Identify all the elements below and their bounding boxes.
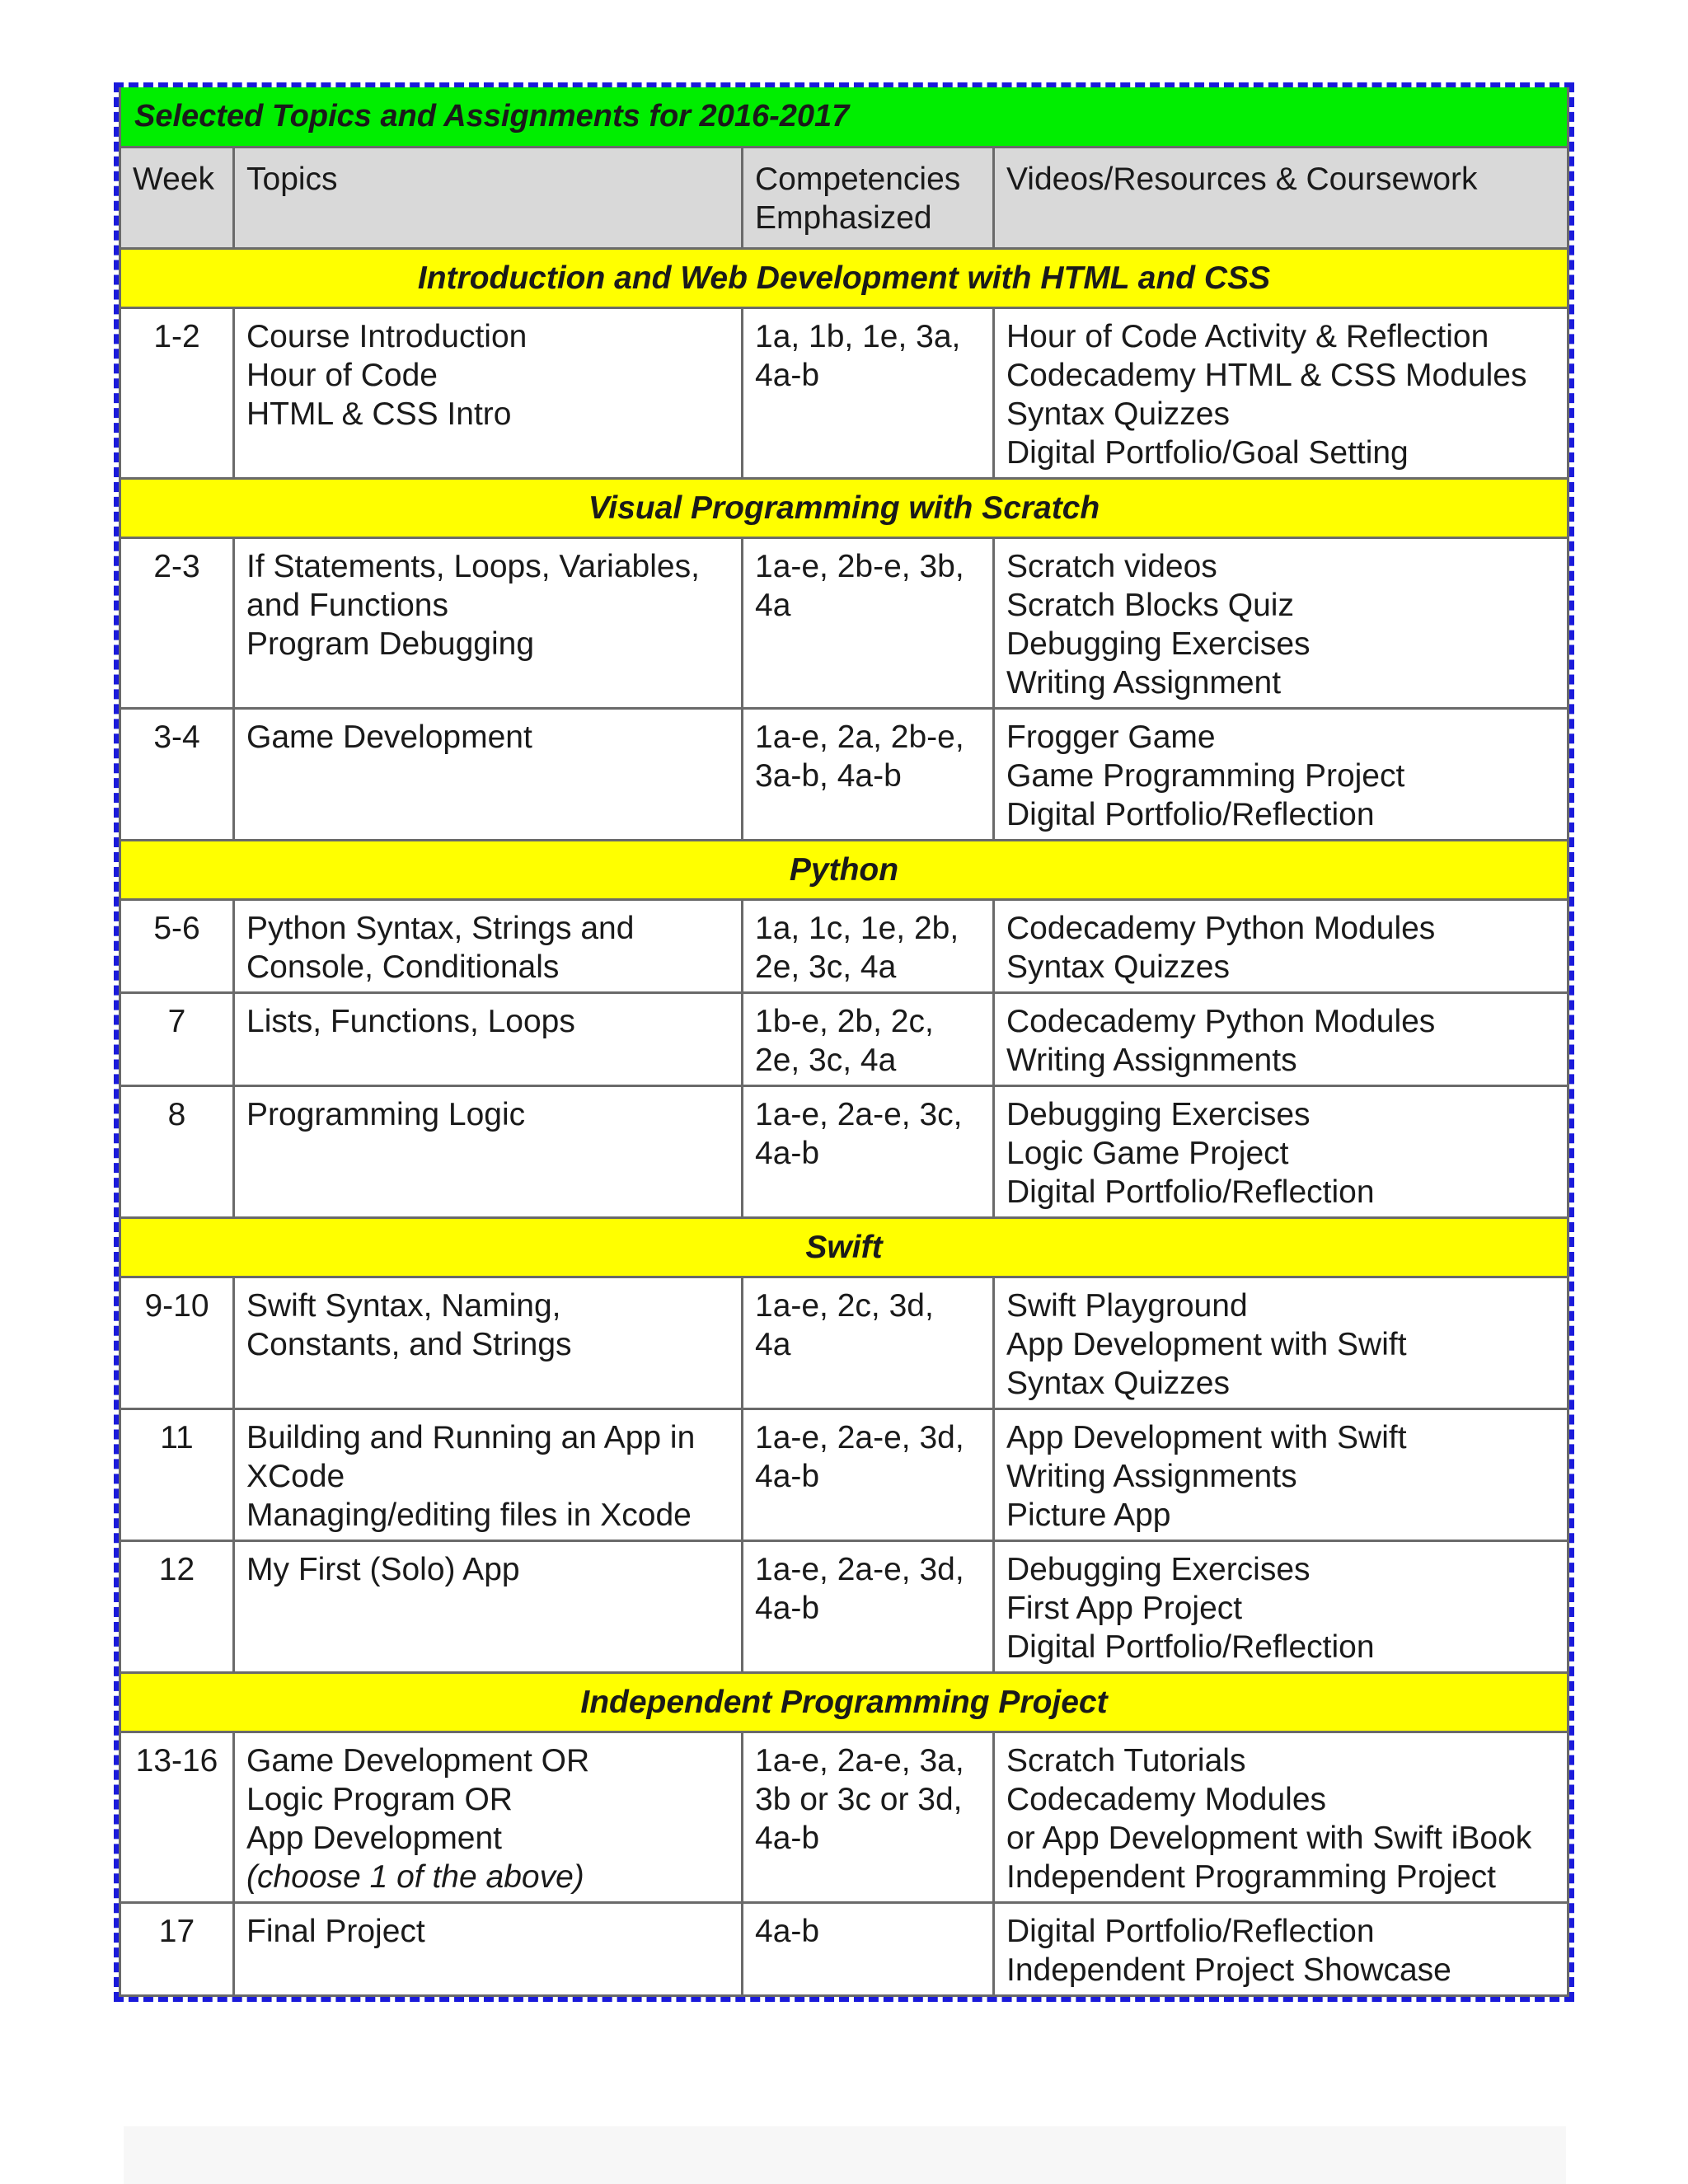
topics-cell [234,1903,743,1996]
topics-cell-line: Game Development [246,719,532,755]
resources-cell-line: Scratch Tutorials [1006,1743,1246,1779]
header-competencies [743,148,994,249]
table-row [120,1086,1568,1218]
header-competencies-line: Competencies [755,162,961,197]
week-cell: 17 [120,1903,234,1996]
resources-cell-line: Codecademy Modules [1006,1782,1327,1817]
topics-cell [234,1541,743,1673]
competencies-cell-line: 1a-e, 2a-e, 3a, [755,1743,964,1779]
section-header-row [120,1673,1568,1732]
resources-cell-line: Writing Assignments [1006,1043,1297,1078]
competencies-cell-line: 2e, 3c, 4a [755,949,897,985]
table-row [120,1732,1568,1903]
resources-cell-line: Picture App [1006,1497,1171,1533]
topics-cell-line: Lists, Functions, Loops [246,1004,575,1039]
competencies-cell-line: 1a-e, 2a-e, 3d, [755,1420,964,1455]
section-heading: Python [120,841,1568,900]
resources-cell [994,308,1568,479]
header-week: Week [120,148,234,249]
competencies-cell-line: 1a-e, 2a-e, 3d, [755,1552,964,1587]
table-row [120,993,1568,1086]
competencies-cell-line: 4a-b [755,1459,820,1494]
resources-cell-line: Digital Portfolio/Goal Setting [1006,435,1409,471]
topics-cell [234,709,743,841]
table-row [120,308,1568,479]
competencies-cell-line: 1a-e, 2a, 2b-e, [755,719,964,755]
resources-cell-line: Scratch Blocks Quiz [1006,588,1294,623]
week-cell: 5-6 [120,900,234,993]
competencies-cell-line: 3a-b, 4a-b [755,758,902,794]
resources-cell-line: Writing Assignments [1006,1459,1297,1494]
resources-cell-line: Logic Game Project [1006,1136,1289,1171]
topics-cell-line: Hour of Code [246,358,438,393]
competencies-cell-line: 2e, 3c, 4a [755,1043,897,1078]
competencies-cell-line: 4a-b [755,1136,820,1171]
resources-cell-line: Debugging Exercises [1006,1097,1311,1132]
topics-note: (choose 1 of the above) [246,1859,584,1895]
resources-cell-line: Syntax Quizzes [1006,949,1230,985]
topics-cell [234,1086,743,1218]
resources-cell-line: Frogger Game [1006,719,1216,755]
competencies-cell [743,900,994,993]
table-title: Selected Topics and Assignments for 2016-2017 [120,87,1568,148]
resources-cell [994,538,1568,709]
competencies-cell [743,1903,994,1996]
competencies-cell [743,308,994,479]
resources-cell-line: Writing Assignment [1006,665,1282,701]
topics-cell [234,538,743,709]
resources-cell-line: Hour of Code Activity & Reflection [1006,319,1489,354]
competencies-cell [743,1541,994,1673]
topics-cell-line: Course Introduction [246,319,528,354]
competencies-cell [743,538,994,709]
competencies-cell-line: 1a, 1b, 1e, 3a, [755,319,961,354]
week-cell: 9-10 [120,1277,234,1409]
resources-cell-line: Independent Project Showcase [1006,1952,1451,1988]
competencies-cell-line: 1b-e, 2b, 2c, [755,1004,934,1039]
topics-cell-line: Final Project [246,1914,425,1949]
resources-cell-line: Codecademy HTML & CSS Modules [1006,358,1527,393]
topics-cell [234,308,743,479]
resources-cell [994,900,1568,993]
week-cell: 13-16 [120,1732,234,1903]
competencies-cell-line: 1a, 1c, 1e, 2b, [755,911,959,946]
competencies-cell [743,993,994,1086]
week-cell: 2-3 [120,538,234,709]
page-bottom-shade [124,2126,1566,2184]
resources-cell-line: Independent Programming Project [1006,1859,1497,1895]
competencies-cell-line: 3b or 3c or 3d, [755,1782,963,1817]
week-cell: 7 [120,993,234,1086]
topics-cell-line: My First (Solo) App [246,1552,520,1587]
resources-cell-line: Game Programming Project [1006,758,1405,794]
table-title-row [120,87,1568,148]
resources-cell [994,709,1568,841]
resources-cell-line: Digital Portfolio/Reflection [1006,797,1375,832]
resources-cell-line: Swift Playground [1006,1288,1248,1324]
competencies-cell [743,709,994,841]
section-header-row [120,479,1568,538]
topics-cell-line: Program Debugging [246,626,535,662]
resources-cell-line: Debugging Exercises [1006,626,1311,662]
table-row [120,1409,1568,1541]
topics-cell-line: Swift Syntax, Naming, [246,1288,561,1324]
topics-cell [234,1409,743,1541]
table-header-row [120,148,1568,249]
section-header-row [120,1218,1568,1277]
topics-cell-line: Game Development OR [246,1743,590,1779]
header-competencies-line: Emphasized [755,200,932,236]
course-schedule-table [119,87,1569,1997]
resources-cell [994,1409,1568,1541]
competencies-cell [743,1732,994,1903]
resources-cell [994,993,1568,1086]
topics-cell-line: and Functions [246,588,448,623]
week-cell: 12 [120,1541,234,1673]
section-heading: Introduction and Web Development with HTML and CSS [120,249,1568,308]
section-heading: Visual Programming with Scratch [120,479,1568,538]
table-row [120,709,1568,841]
topics-cell [234,1732,743,1903]
topics-cell-line: Console, Conditionals [246,949,560,985]
topics-cell-line: XCode [246,1459,345,1494]
competencies-cell [743,1277,994,1409]
resources-cell-line: Debugging Exercises [1006,1552,1311,1587]
resources-cell-line: Scratch videos [1006,549,1217,584]
resources-cell [994,1732,1568,1903]
topics-cell-line: Building and Running an App in [246,1420,696,1455]
topics-cell-line: Python Syntax, Strings and [246,911,635,946]
competencies-cell-line: 4a-b [755,1821,820,1856]
resources-cell [994,1086,1568,1218]
table-row [120,1903,1568,1996]
resources-cell-line: Digital Portfolio/Reflection [1006,1629,1375,1665]
topics-cell-line: If Statements, Loops, Variables, [246,549,700,584]
week-cell: 3-4 [120,709,234,841]
resources-cell [994,1277,1568,1409]
table-row [120,1541,1568,1673]
resources-cell-line: or App Development with Swift iBook [1006,1821,1532,1856]
competencies-cell-line: 1a-e, 2c, 3d, [755,1288,934,1324]
header-topics: Topics [234,148,743,249]
table-row [120,900,1568,993]
competencies-cell-line: 4a-b [755,1591,820,1626]
topics-cell-line: Logic Program OR [246,1782,513,1817]
resources-cell-line: Syntax Quizzes [1006,396,1230,432]
resources-cell [994,1903,1568,1996]
competencies-cell-line: 4a [755,1327,791,1362]
section-header-row [120,841,1568,900]
topics-cell [234,900,743,993]
section-heading: Independent Programming Project [120,1673,1568,1732]
section-header-row [120,249,1568,308]
topics-cell [234,1277,743,1409]
topics-cell-line: Managing/editing files in Xcode [246,1497,692,1533]
section-heading: Swift [120,1218,1568,1277]
header-resources: Videos/Resources & Coursework [994,148,1568,249]
resources-cell-line: Codecademy Python Modules [1006,911,1436,946]
resources-cell-line: First App Project [1006,1591,1243,1626]
topics-cell-line: HTML & CSS Intro [246,396,512,432]
topics-cell [234,993,743,1086]
table-row [120,1277,1568,1409]
resources-cell-line: Codecademy Python Modules [1006,1004,1436,1039]
competencies-cell [743,1409,994,1541]
topics-cell-line: App Development [246,1821,503,1856]
resources-cell-line: Syntax Quizzes [1006,1366,1230,1401]
week-cell: 11 [120,1409,234,1541]
topics-cell-line: Constants, and Strings [246,1327,572,1362]
topics-cell-line: Programming Logic [246,1097,526,1132]
resources-cell [994,1541,1568,1673]
week-cell: 1-2 [120,308,234,479]
table-row [120,538,1568,709]
resources-cell-line: App Development with Swift [1006,1327,1407,1362]
competencies-cell-line: 4a [755,588,791,623]
competencies-cell-line: 1a-e, 2b-e, 3b, [755,549,964,584]
competencies-cell-line: 1a-e, 2a-e, 3c, [755,1097,963,1132]
competencies-cell-line: 4a-b [755,1914,820,1949]
resources-cell-line: Digital Portfolio/Reflection [1006,1174,1375,1210]
resources-cell-line: App Development with Swift [1006,1420,1407,1455]
competencies-cell-line: 4a-b [755,358,820,393]
resources-cell-line: Digital Portfolio/Reflection [1006,1914,1375,1949]
competencies-cell [743,1086,994,1218]
week-cell: 8 [120,1086,234,1218]
course-schedule-frame [114,82,1574,2002]
